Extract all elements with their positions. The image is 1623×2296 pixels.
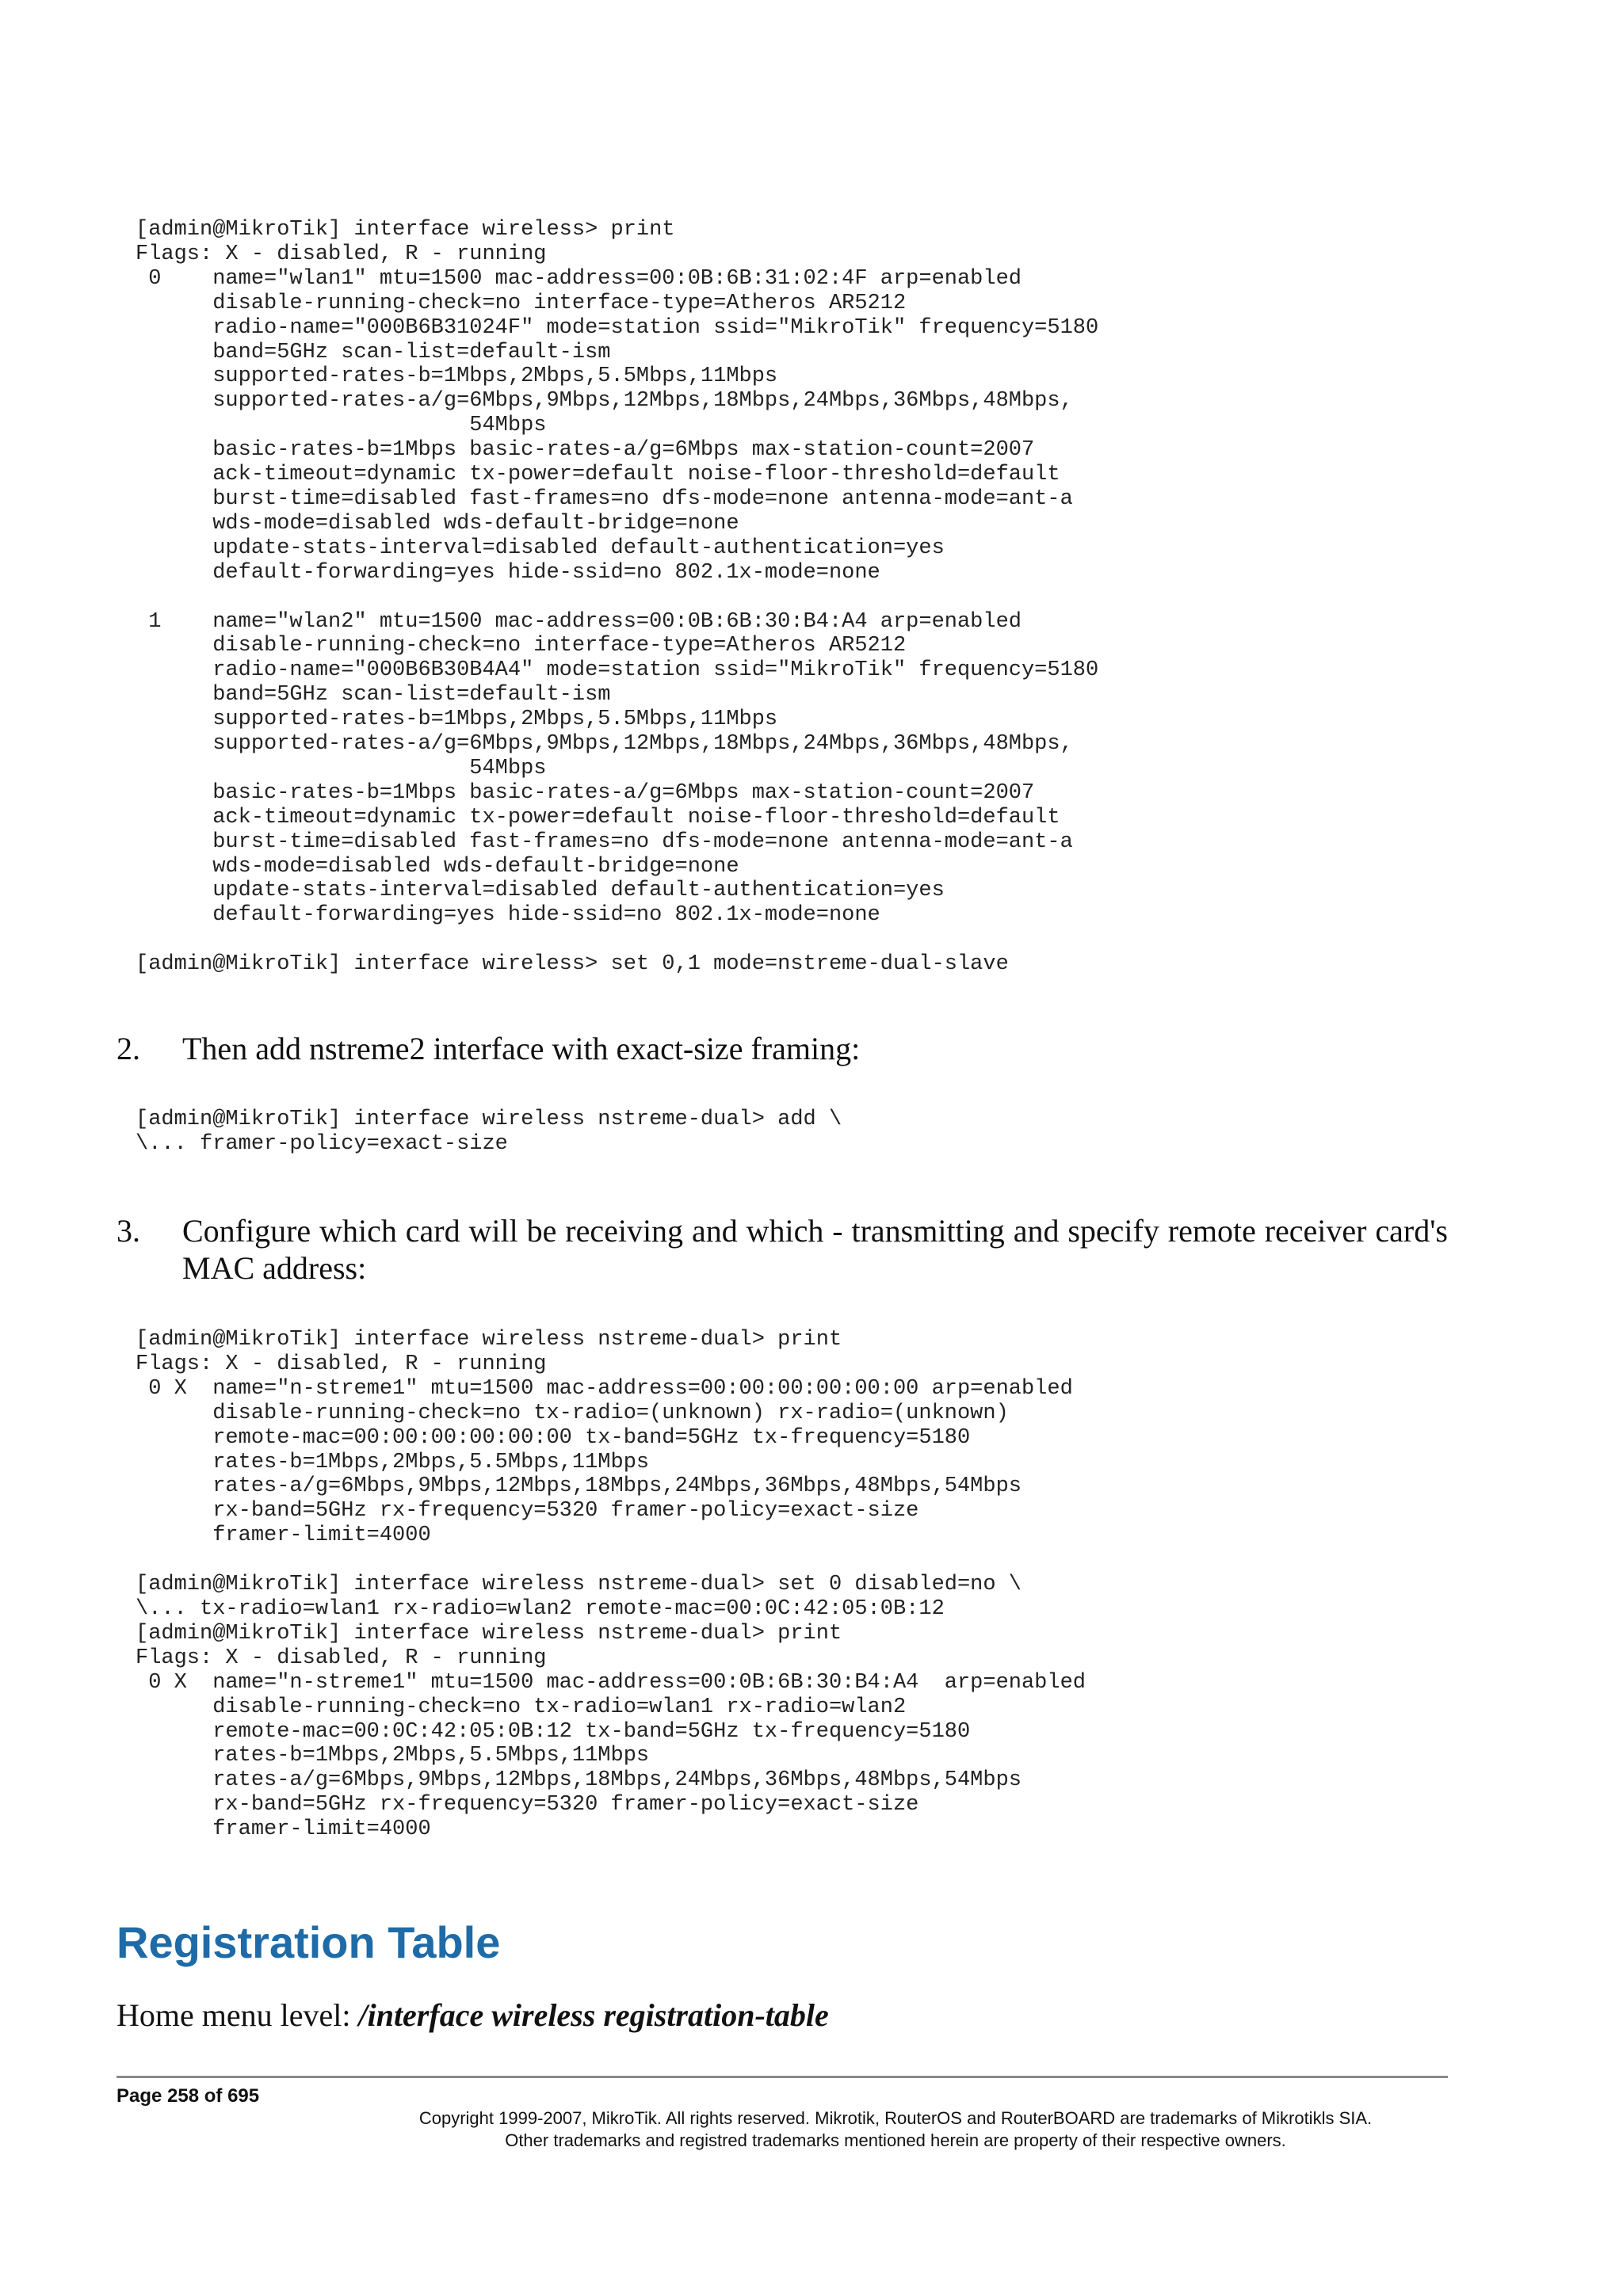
section-heading: Registration Table — [116, 1917, 501, 1967]
page-number: Page 258 of 695 — [116, 2085, 260, 2107]
code-block-nstreme-config: [admin@MikroTik] interface wireless nstreme-dual> print Flags: X - disabled, R - running 0 X name="n-streme1" mtu=1500 mac-address=00:00:00:00:00:00 arp=enabled disable-running-check=no tx-radio=(unknown) rx-radio=(unknown) remote-mac=00:00:00:00:00:00 tx-band=5GHz tx-frequency=5180 rates-b=1Mbps,2Mbps,5.5Mbps,11Mbps rates-a/g=6Mbps,9Mbps,12Mbps,18Mbps,24Mbps,36Mbps,48Mbps,54Mbps rx-band=5GHz rx-frequency=5320 framer-policy=exact-size framer-limit=4000 [admin@MikroTik] interface wireless nstreme-dual> set 0 disabled=no \ \... tx-radio=wlan1 rx-radio=wlan2 remote-mac=00:0C:42:05:0B:12 [admin@MikroTik] interface wireless nstreme-dual> print Flags: X - disabled, R - running 0 X name="n-streme1" mtu=1500 mac-address=00:0B:6B:30:B4:A4 arp=enabled disable-running-check=no tx-radio=wlan1 rx-radio=wlan2 remote-mac=00:0C:42:05:0B:12 tx-band=5GHz tx-frequency=5180 rates-b=1Mbps,2Mbps,5.5Mbps,11Mbps rates-a/g=6Mbps,9Mbps,12Mbps,18Mbps,24Mbps,36Mbps,48Mbps,54Mbps rx-band=5GHz rx-frequency=5320 framer-policy=exact-size framer-limit=4000 — [136, 1328, 1086, 1842]
copyright-line-2: Other trademarks and registred trademarks mentioned herein are property of their respective owners. — [505, 2130, 1286, 2150]
step-2 — [116, 1030, 1448, 1067]
code-block-nstreme-add: [admin@MikroTik] interface wireless nstreme-dual> add \ \... framer-policy=exact-size — [136, 1108, 842, 1156]
footer-divider — [116, 2076, 1448, 2078]
step-3-text: Configure which card will be receiving and which - transmitting and specify remote receiver card's MAC address: — [182, 1213, 1448, 1286]
code-block-wireless-print: [admin@MikroTik] interface wireless> print Flags: X - disabled, R - running 0 name="wlan1" mtu=1500 mac-address=00:0B:6B:31:02:4F arp=enabled disable-running-check=no interface-type=Atheros AR5212 radio-name="000B6B31024F" mode=station ssid="MikroTik" frequency=5180 band=5GHz scan-list=default-ism supported-rates-b=1Mbps,2Mbps,5.5Mbps,11Mbps supported-rates-a/g=6Mbps,9Mbps,12Mbps,18Mbps,24Mbps,36Mbps,48Mbps, 54Mbps basic-rates-b=1Mbps basic-rates-a/g=6Mbps max-station-count=2007 ack-timeout=dynamic tx-power=default noise-floor-threshold=default burst-time=disabled fast-frames=no dfs-mode=none antenna-mode=ant-a wds-mode=disabled wds-default-bridge=none update-stats-interval=disabled default-authentication=yes default-forwarding=yes hide-ssid=no 802.1x-mode=none 1 name="wlan2" mtu=1500 mac-address=00:0B:6B:30:B4:A4 arp=enabled disable-running-check=no interface-type=Atheros AR5212 radio-name="000B6B30B4A4" mode=station ssid="MikroTik" frequency=5180 band=5GHz scan-list=default-ism supported-rates-b=1Mbps,2Mbps,5.5Mbps,11Mbps supported-rates-a/g=6Mbps,9Mbps,12Mbps,18Mbps,24Mbps,36Mbps,48Mbps, 54Mbps basic-rates-b=1Mbps basic-rates-a/g=6Mbps max-station-count=2007 ack-timeout=dynamic tx-power=default noise-floor-threshold=default burst-time=disabled fast-frames=no dfs-mode=none antenna-mode=ant-a wds-mode=disabled wds-default-bridge=none update-stats-interval=disabled default-authentication=yes default-forwarding=yes hide-ssid=no 802.1x-mode=none [admin@MikroTik] interface wireless> set 0,1 mode=nstreme-dual-slave — [136, 218, 1099, 977]
home-menu-level — [116, 1997, 829, 2035]
copyright-line-1: Copyright 1999-2007, MikroTik. All rights reserved. Mikrotik, RouterOS and RouterBOARD are trademarks of Mikrotikls SIA. — [418, 2108, 1373, 2128]
step-2-text: Then add nstreme2 interface with exact-size framing: — [182, 1031, 861, 1066]
step-3-number: 3. — [116, 1213, 140, 1249]
step-3 — [116, 1212, 1448, 1287]
step-2-number: 2. — [116, 1031, 140, 1066]
menu-level-label: Home menu level: — [116, 1997, 359, 2033]
menu-level-path: /interface wireless registration-table — [358, 1997, 829, 2033]
